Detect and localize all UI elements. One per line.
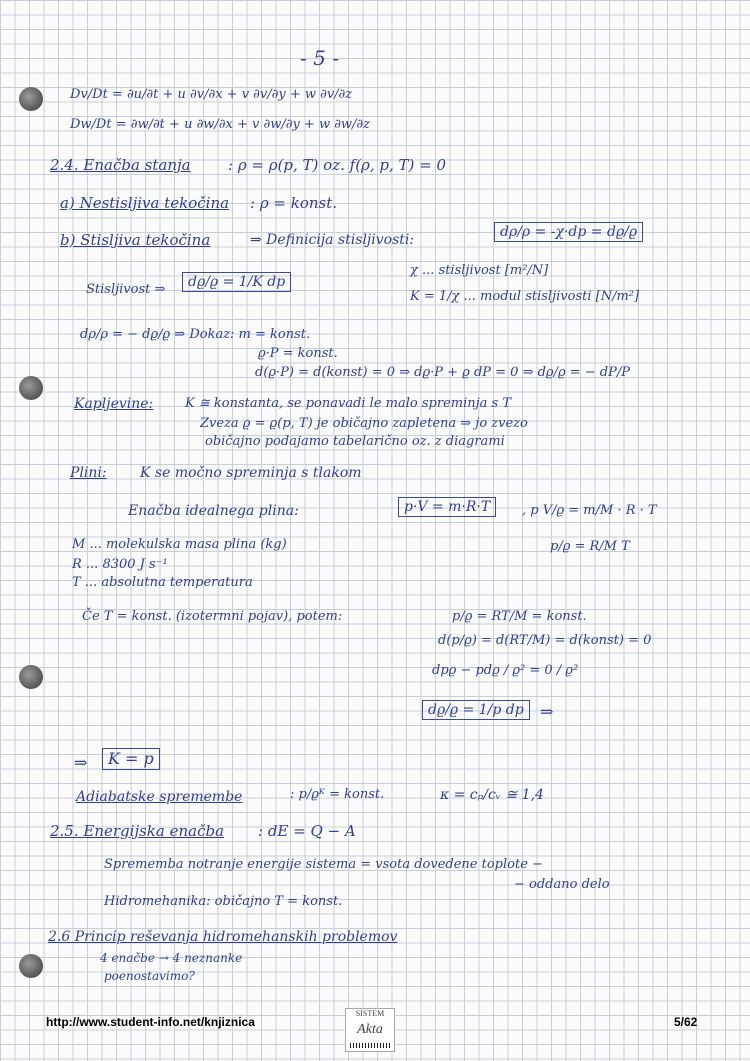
adiabatic-heading: Adiabatske spremembe xyxy=(76,789,243,805)
binder-hole xyxy=(19,954,43,978)
bulk-modulus-definition: K = 1/χ ... modul stisljivosti [N/m²] xyxy=(410,289,640,304)
isothermal-line: Če T = konst. (izotermni pojav), potem: xyxy=(82,609,343,624)
gas-relation: p/ϱ = R/M T xyxy=(550,539,630,554)
bulk-modulus-result-box: K = p xyxy=(102,748,160,770)
logo-top-text: SISTEM xyxy=(355,1009,385,1018)
section-2-5-title: 2.5. Energijska enačba xyxy=(50,822,225,840)
gases-line: K se močno spreminja s tlakom xyxy=(140,465,362,481)
hydromechanics-line: Hidromehanika: običajno T = konst. xyxy=(104,894,343,909)
section-2-6-title: 2.6 Princip reševanja hidromehanskih problemov xyxy=(48,929,398,945)
gases-heading: Plini: xyxy=(70,465,107,481)
equation-dv: Dv/Dt = ∂u/∂t + u ∂v/∂x + v ∂v/∂y + w ∂v/∂z xyxy=(70,87,353,102)
liquids-line-3: običajno podajamo tabelarično oz. z diagrami xyxy=(205,434,505,449)
binder-hole xyxy=(19,376,43,400)
equations-unknowns-line: 4 enačbe → 4 neznanke xyxy=(100,951,243,965)
footer-page-count: 5/62 xyxy=(674,1015,698,1029)
molar-mass-line: M ... molekulska masa plina (kg) xyxy=(72,537,287,552)
incompressible-value: : ρ = konst. xyxy=(250,194,338,212)
isothermal-result-box: dϱ/ϱ = 1/p dp xyxy=(422,700,530,720)
logo-brand: Akta xyxy=(357,1022,383,1037)
publisher-logo xyxy=(345,1008,395,1052)
isothermal-arrow: ⇒ xyxy=(540,702,554,721)
footer-url[interactable]: http://www.student-info.net/knjiznica xyxy=(46,1015,255,1029)
proof-line-3: d(ϱ·P) = d(konst) = 0 ⇒ dϱ·P + ϱ dP = 0 ⇒ dϱ/ϱ = − dP/P xyxy=(255,365,630,380)
equation-dw: Dw/Dt = ∂w/∂t + u ∂w/∂x + v ∂w/∂y + w ∂w/∂z xyxy=(70,117,371,132)
isothermal-quotient: dpϱ − pdϱ / ϱ² = 0 / ϱ² xyxy=(432,663,579,678)
isothermal-differential: d(p/ϱ) = d(RT/M) = d(konst) = 0 xyxy=(438,633,652,648)
logo-barcode xyxy=(350,1043,390,1048)
liquids-line-2: Zveza ϱ = ϱ(p, T) je običajno zapletena ⇒ jo zvezo xyxy=(200,416,528,431)
binder-hole xyxy=(19,665,43,689)
binder-hole xyxy=(19,87,43,111)
gas-constant-line: R ... 8300 J s⁻¹ xyxy=(72,557,168,572)
proof-line-1: dρ/ρ = − dϱ/ϱ ⇒ Dokaz: m = konst. xyxy=(80,327,311,342)
stisljivost-label: Stisljivost ⇒ xyxy=(86,282,166,297)
ideal-gas-label: Enačba idealnega plina: xyxy=(128,503,299,519)
incompressible-heading: a) Nestisljiva tekočina xyxy=(60,194,230,212)
section-2-4-title: 2.4. Enačba stanja xyxy=(50,156,191,174)
proof-line-2: ϱ·P = konst. xyxy=(258,346,338,361)
liquids-heading: Kapljevine: xyxy=(74,396,154,412)
chi-definition: χ ... stisljivost [m²/N] xyxy=(410,263,549,278)
compressibility-box: dρ/ρ = -χ·dp = dϱ/ϱ xyxy=(494,222,643,242)
bulk-modulus-arrow: ⇒ xyxy=(74,753,88,772)
temperature-line: T ... absolutna temperatura xyxy=(72,575,253,590)
internal-energy-line: Sprememba notranje energije sistema = vsota dovedene toplote − xyxy=(104,857,543,872)
simplify-line: poenostavimo? xyxy=(104,969,195,983)
work-line: − oddano delo xyxy=(514,877,610,892)
isothermal-relation: p/ϱ = RT/M = konst. xyxy=(452,609,587,624)
liquids-line-1: K ≅ konstanta, se ponavadi le malo spreminja s T xyxy=(185,396,512,411)
state-equation: : ρ = ρ(p, T) oz. f(ρ, p, T) = 0 xyxy=(228,156,447,174)
stisljivost-box: dϱ/ϱ = 1/K dp xyxy=(182,272,291,292)
ideal-gas-box: p·V = m·R·T xyxy=(398,497,496,517)
compressibility-definition: ⇒ Definicija stisljivosti: xyxy=(250,232,415,248)
adiabatic-relation: : p/ϱᴷ = konst. xyxy=(290,787,385,802)
page-number: - 5 - xyxy=(300,46,339,70)
ideal-gas-density-form: , p V/ϱ = m/M · R · T xyxy=(522,503,657,518)
heat-capacity-ratio: κ = cₚ/cᵥ ≅ 1,4 xyxy=(440,787,544,803)
compressible-heading: b) Stisljiva tekočina xyxy=(60,231,211,249)
energy-equation: : dE = Q − A xyxy=(258,822,356,840)
